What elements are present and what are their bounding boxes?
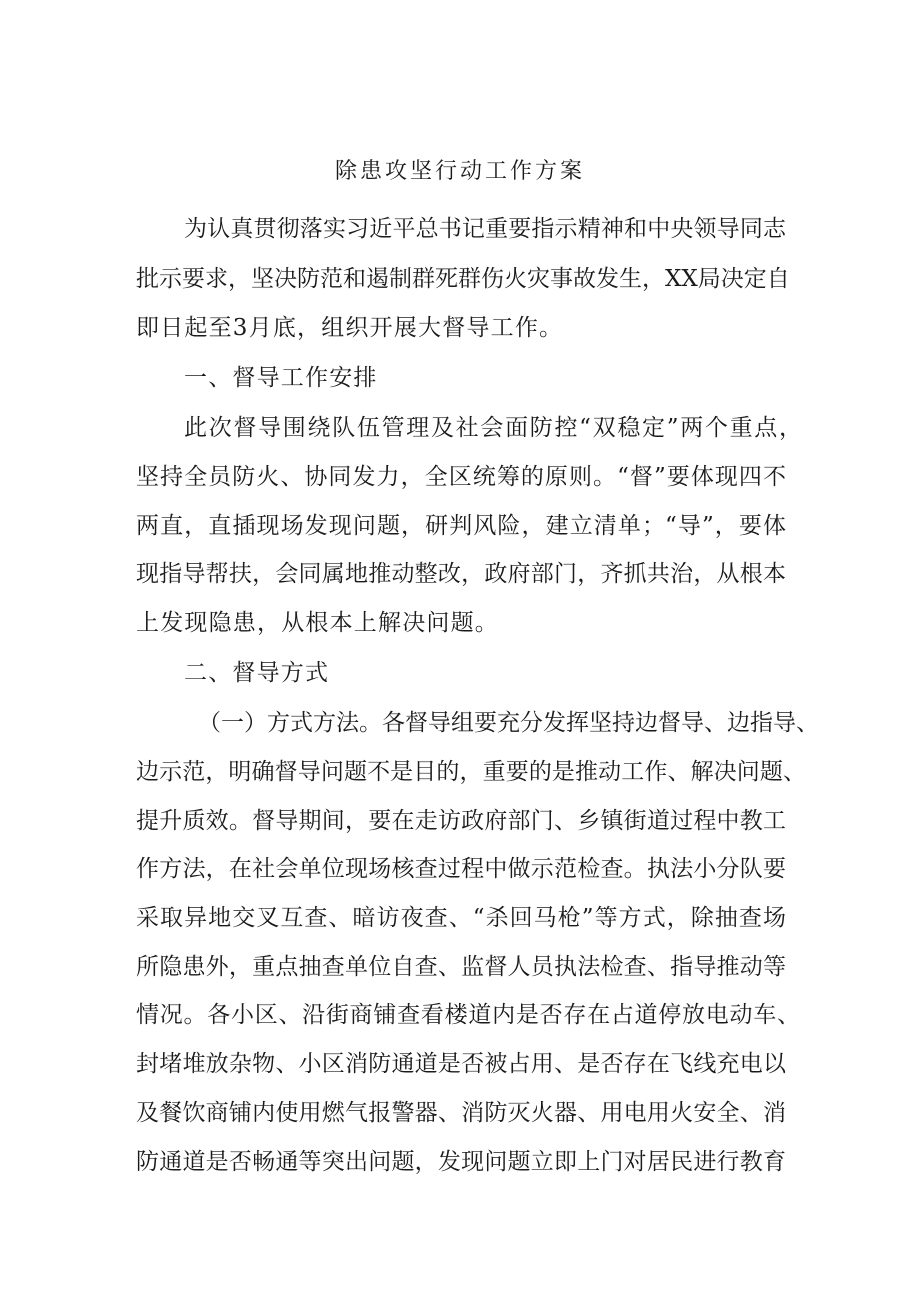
- paragraph-arrangement-line-5: 上发现隐患，从根本上解决问题。: [136, 610, 499, 636]
- section-heading-2: 二、督导方式: [184, 660, 330, 686]
- paragraph-arrangement-line-4: 现指导帮扶，会同属地推动整改，政府部门，齐抓共治，从根本: [136, 561, 786, 587]
- paragraph-method-line-4: 作方法，在社会单位现场核查过程中做示范检查。执法小分队要: [136, 856, 786, 882]
- paragraph-intro-line-2: 批示要求，坚决防范和遏制群死群伤火灾事故发生，XX局决定自: [136, 266, 790, 292]
- paragraph-method-line-6: 所隐患外，重点抽查单位自查、监督人员执法检查、指导推动等: [136, 954, 786, 980]
- document-title: 除患攻坚行动工作方案: [334, 159, 585, 184]
- paragraph-method-line-3: 提升质效。督导期间，要在走访政府部门、乡镇街道过程中教工: [136, 808, 786, 834]
- paragraph-method-line-10: 防通道是否畅通等突出问题，发现问题立即上门对居民进行教育: [136, 1149, 786, 1175]
- paragraph-arrangement-line-3: 两直，直插现场发现问题，研判风险，建立清单；“导”，要体: [136, 513, 786, 539]
- paragraph-method-line-2: 边示范，明确督导问题不是目的，重要的是推动工作、解决问题、: [136, 759, 806, 785]
- paragraph-arrangement-line-2: 坚持全员防火、协同发力，全区统筹的原则。“督”要体现四不: [136, 464, 786, 490]
- paragraph-method-line-9: 及餐饮商铺内使用燃气报警器、消防灭火器、用电用火安全、消: [136, 1100, 786, 1126]
- paragraph-method-line-7: 情况。各小区、沿街商铺查看楼道内是否存在占道停放电动车、: [136, 1002, 800, 1028]
- paragraph-method-line-8: 封堵堆放杂物、小区消防通道是否被占用、是否存在飞线充电以: [136, 1051, 786, 1077]
- section-heading-1: 一、督导工作安排: [184, 365, 378, 391]
- paragraph-method-line-1: （一）方式方法。各督导组要充分发挥坚持边督导、边指导、: [198, 710, 819, 736]
- paragraph-method-line-5: 采取异地交叉互查、暗访夜查、“杀回马枪”等方式，除抽查场: [136, 905, 786, 931]
- paragraph-arrangement-line-1: 此次督导围绕队伍管理及社会面防控“双稳定”两个重点，: [184, 415, 802, 441]
- paragraph-intro-line-3: 即日起至3月底，组织开展大督导工作。: [136, 315, 564, 341]
- paragraph-intro-line-1: 为认真贯彻落实习近平总书记重要指示精神和中央领导同志: [184, 216, 786, 242]
